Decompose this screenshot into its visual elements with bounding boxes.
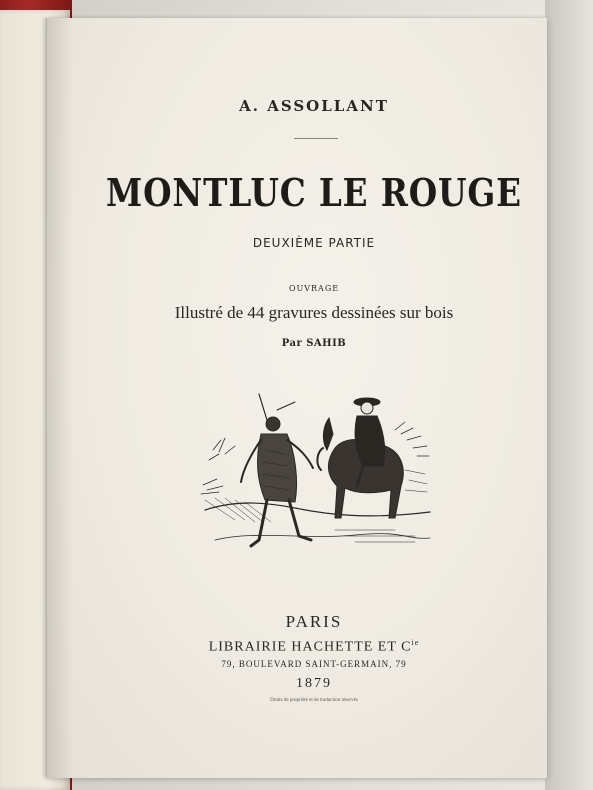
ouvrage-label: OUVRAGE xyxy=(288,284,340,293)
publication-city: PARIS xyxy=(285,612,343,631)
publisher-address: 79, BOULEVARD SAINT-GERMAIN, 79 xyxy=(221,659,407,669)
backdrop xyxy=(545,0,593,790)
publication-year: 1879 xyxy=(296,676,332,691)
divider-rule xyxy=(294,138,338,139)
book-subtitle: DEUXIÈME PARTIE xyxy=(252,236,376,250)
illustration-note: Illustré de 44 gravures dessinées sur bois xyxy=(174,303,454,322)
publisher-main: LIBRAIRIE HACHETTE ET C xyxy=(208,639,412,655)
publisher-sup: ie xyxy=(411,638,420,647)
publisher-name xyxy=(60,638,568,656)
illustrator-credit: Par SAHIB xyxy=(281,338,347,349)
author-name: A. ASSOLLANT xyxy=(239,97,389,115)
engraving-illustration xyxy=(195,390,435,570)
rights-notice: Droits de propriété et de traduction réservés xyxy=(270,698,358,703)
book-title: MONTLUC LE ROUGE xyxy=(106,170,522,215)
